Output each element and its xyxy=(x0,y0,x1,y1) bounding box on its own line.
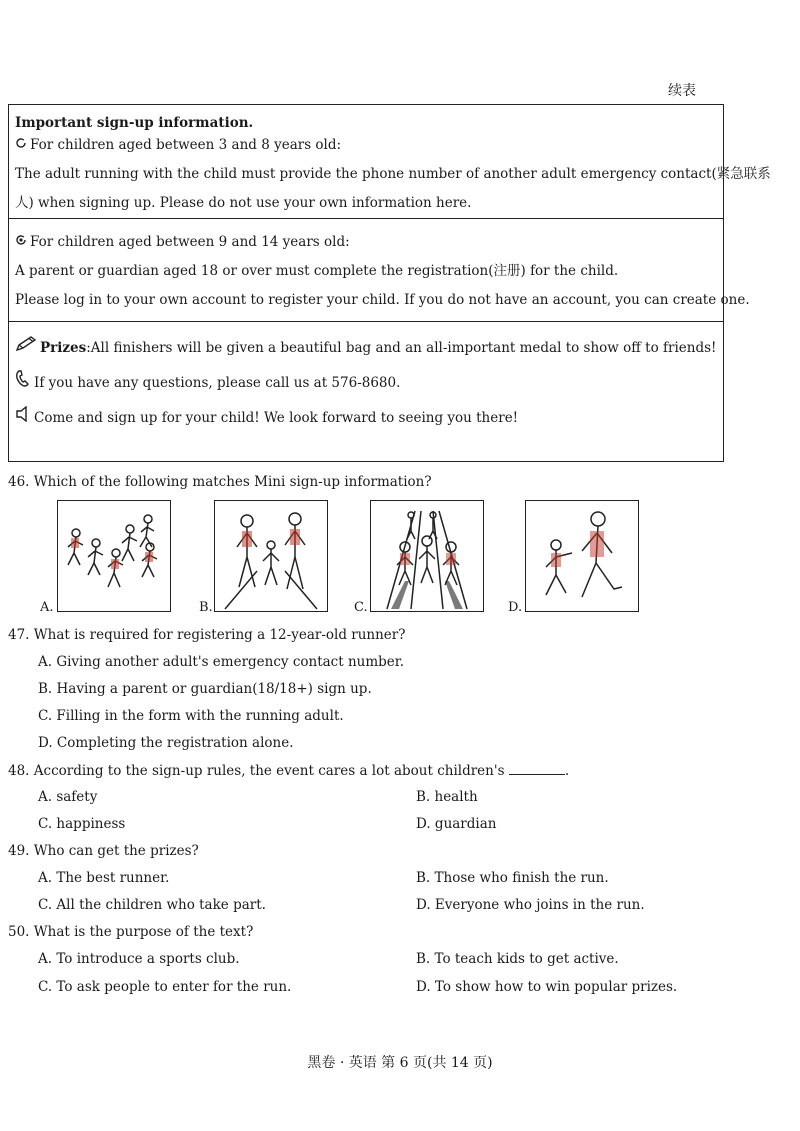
phone-icon xyxy=(15,366,31,401)
q49-option-b[interactable]: B. Those who finish the run. xyxy=(416,870,609,886)
contact-line xyxy=(15,366,717,401)
q48-stem-end: . xyxy=(564,763,570,779)
option-b-label: B. xyxy=(199,600,213,615)
group2-line2: Please log in to your own account to register your child. If you do not have an account, you can create one. xyxy=(15,292,750,308)
q48-option-b[interactable]: B. health xyxy=(416,789,478,805)
info-title: Important sign-up information. xyxy=(15,115,254,131)
option-d-label: D. xyxy=(508,600,523,615)
q48-option-d[interactable]: D. guardian xyxy=(416,816,497,832)
circle-icon xyxy=(15,228,27,257)
q50-stem: 50. What is the purpose of the text? xyxy=(8,924,254,940)
info-section-younger xyxy=(9,105,771,219)
q46-stem: 46. Which of the following matches Mini sign-up information? xyxy=(8,474,432,490)
q50-option-a[interactable]: A. To introduce a sports club. xyxy=(38,951,240,967)
q47-option-c[interactable]: C. Filling in the form with the running adult. xyxy=(38,708,344,724)
contact-text: If you have any questions, please call us at 576-8680. xyxy=(34,375,401,391)
q48-option-c[interactable]: C. happiness xyxy=(38,816,126,832)
option-d-picture[interactable] xyxy=(525,500,639,612)
q50-option-c[interactable]: C. To ask people to enter for the run. xyxy=(38,979,292,995)
q47-stem: 47. What is required for registering a 12-year-old runner? xyxy=(8,627,406,643)
pencil-icon xyxy=(15,331,37,366)
q49-stem: 49. Who can get the prizes? xyxy=(8,843,199,859)
signup-info-box xyxy=(8,104,771,462)
group2-heading: For children aged between 9 and 14 years old: xyxy=(30,234,350,250)
closing-line xyxy=(15,401,717,436)
group2-line1: A parent or guardian aged 18 or over must complete the registration(注册) for the child. xyxy=(15,263,619,279)
prizes-line xyxy=(15,331,717,366)
q49-option-a[interactable]: A. The best runner. xyxy=(38,870,170,886)
circle-icon xyxy=(15,131,27,160)
q47-option-a[interactable]: A. Giving another adult's emergency contact number. xyxy=(38,654,405,670)
option-a-picture[interactable] xyxy=(57,500,171,612)
group1-heading: For children aged between 3 and 8 years old: xyxy=(30,137,342,153)
q50-option-b[interactable]: B. To teach kids to get active. xyxy=(416,951,619,967)
answer-blank[interactable] xyxy=(509,762,565,775)
info-section-prizes xyxy=(9,322,723,436)
group2-heading-line xyxy=(15,228,717,257)
q50-option-d[interactable]: D. To show how to win popular prizes. xyxy=(416,979,678,995)
option-a-label: A. xyxy=(40,600,54,615)
q48-stem: 48. According to the sign-up rules, the event cares a lot about children's xyxy=(8,763,505,779)
info-section-older xyxy=(9,219,750,322)
q49-option-d[interactable]: D. Everyone who joins in the run. xyxy=(416,897,645,913)
prizes-text: :All finishers will be given a beautiful bag and an all-important medal to show off to friends! xyxy=(86,340,717,356)
option-c-label: C. xyxy=(354,600,368,615)
option-b-picture[interactable] xyxy=(214,500,328,612)
continued-label: 续表 xyxy=(668,83,696,99)
q48-option-a[interactable]: A. safety xyxy=(38,789,98,805)
q47-option-d[interactable]: D. Completing the registration alone. xyxy=(38,735,294,751)
group1-heading-line xyxy=(15,131,717,160)
group1-line2: 人) when signing up. Please do not use your own information here. xyxy=(15,195,472,211)
q48-stem-line xyxy=(8,762,569,779)
option-c-picture[interactable] xyxy=(370,500,484,612)
group1-line1: The adult running with the child must provide the phone number of another adult emergency contact(紧急联系 xyxy=(15,166,771,182)
prizes-label: Prizes xyxy=(40,340,87,356)
speaker-icon xyxy=(15,401,31,436)
q49-option-c[interactable]: C. All the children who take part. xyxy=(38,897,266,913)
closing-text: Come and sign up for your child! We look forward to seeing you there! xyxy=(34,410,519,426)
page-footer: 黑卷 · 英语 第 6 页(共 14 页) xyxy=(307,1055,493,1071)
q47-option-b[interactable]: B. Having a parent or guardian(18/18+) sign up. xyxy=(38,681,372,697)
